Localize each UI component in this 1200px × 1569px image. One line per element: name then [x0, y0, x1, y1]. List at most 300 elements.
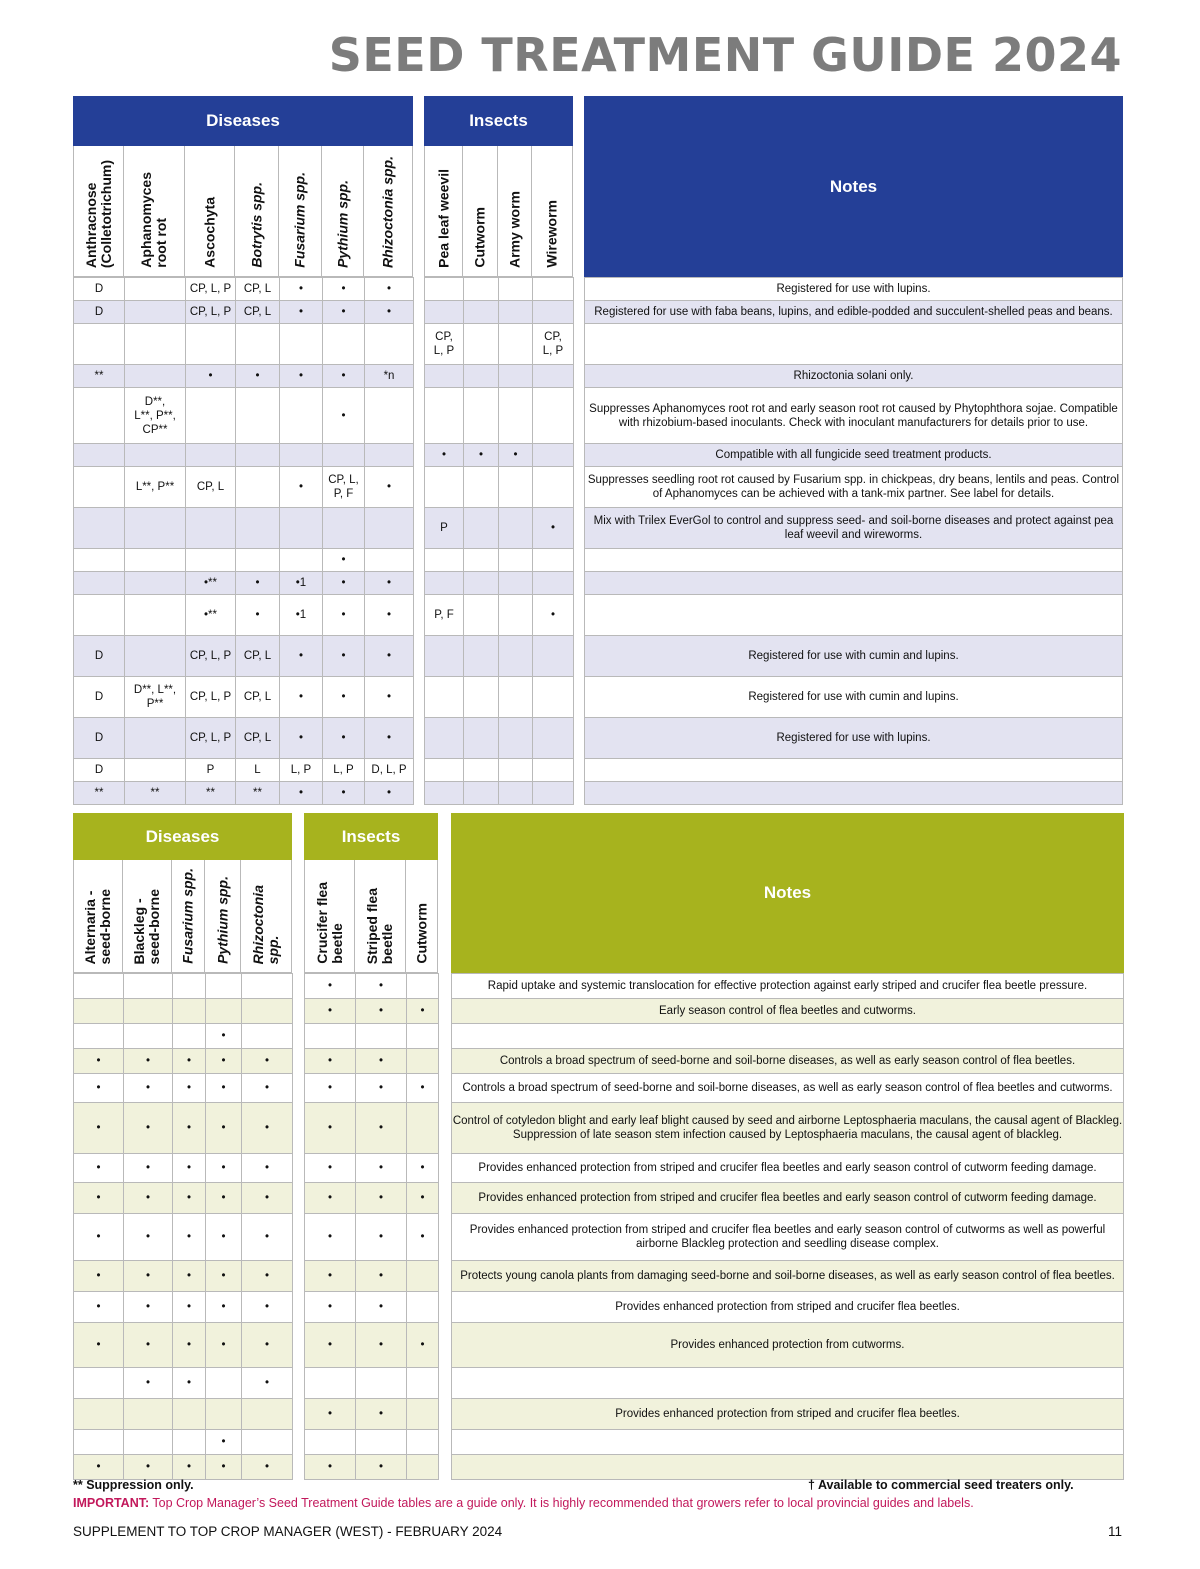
- table-cell: [125, 595, 186, 636]
- table-cell: •: [242, 1074, 293, 1103]
- table-cell: •1: [280, 572, 323, 595]
- table-cell: •: [242, 1183, 293, 1214]
- table-cell: CP, L: [236, 278, 280, 301]
- note-cell: Rapid uptake and systemic translocation for effective protection against early striped and crucifer flea beetle pressure.: [452, 974, 1124, 999]
- table-row: [74, 636, 414, 677]
- table-cell: [533, 759, 574, 782]
- table-cell: [464, 759, 499, 782]
- table-cell: •: [124, 1214, 173, 1261]
- table-row: [74, 1103, 293, 1154]
- table-row: [74, 1074, 293, 1103]
- table-cell: •: [407, 1183, 439, 1214]
- table-cell: D: [74, 278, 125, 301]
- table-row: [585, 718, 1123, 759]
- table-row: [452, 1399, 1124, 1430]
- table-cell: [499, 636, 533, 677]
- table-row: [305, 1399, 439, 1430]
- table-cell: •: [242, 1154, 293, 1183]
- table-cell: [533, 718, 574, 759]
- table-cell: •: [74, 1455, 124, 1480]
- table-cell: •: [74, 1292, 124, 1323]
- table-cell: [280, 444, 323, 467]
- table-row: [585, 636, 1123, 677]
- table-cell: [124, 974, 173, 999]
- table-cell: •: [305, 1399, 356, 1430]
- table-cell: •: [173, 1154, 206, 1183]
- table-cell: •: [173, 1261, 206, 1292]
- table-cell: [125, 572, 186, 595]
- table-cell: CP, L, P: [186, 636, 236, 677]
- note-cell: Suppresses Aphanomyces root rot and early season root rot caused by Phytophthora sojae. Compatible with rhizobium-based inoculants. Check with inoculant manufacturers for details prior to use.: [585, 388, 1123, 444]
- canola-notes-table: [451, 813, 1124, 1480]
- table-cell: •: [407, 1323, 439, 1368]
- table-row: [74, 1049, 293, 1074]
- table-cell: •: [206, 1292, 242, 1323]
- note-cell: Early season control of flea beetles and cutworms.: [452, 999, 1124, 1024]
- note-cell: Control of cotyledon blight and early leaf blight caused by seed and airborne Leptosphaeria maculans, the causal agent of Blackleg. Suppression of late season stem infection caused by Leptosphaeria maculans, the causal agent of blackleg.: [452, 1103, 1124, 1154]
- table-cell: •: [242, 1214, 293, 1261]
- column-label: Pythium spp.: [334, 180, 350, 268]
- table-cell: CP, L, P: [425, 324, 464, 365]
- table-row: [452, 1455, 1124, 1480]
- canola-diseases-table: [73, 813, 292, 1480]
- table-cell: [533, 572, 574, 595]
- table-cell: •: [305, 1214, 356, 1261]
- table-cell: D**, L**, P**, CP**: [125, 388, 186, 444]
- table-cell: •: [323, 595, 365, 636]
- table-cell: •: [356, 1323, 407, 1368]
- table-cell: [236, 508, 280, 549]
- table-cell: [280, 549, 323, 572]
- table-row: [425, 718, 574, 759]
- table-cell: •: [173, 1292, 206, 1323]
- column-header-crucifer-flea-beetle: [304, 860, 355, 973]
- table-cell: [499, 301, 533, 324]
- table-cell: P: [425, 508, 464, 549]
- table-row: [74, 549, 414, 572]
- table-cell: [125, 718, 186, 759]
- table-row: [305, 999, 439, 1024]
- table-cell: [206, 1368, 242, 1399]
- table-cell: •: [236, 365, 280, 388]
- table-cell: [186, 549, 236, 572]
- table-cell: [425, 636, 464, 677]
- table-cell: •: [173, 1074, 206, 1103]
- table-row: [585, 278, 1123, 301]
- table-cell: **: [186, 782, 236, 805]
- table-cell: [124, 1430, 173, 1455]
- table-cell: [242, 1430, 293, 1455]
- column-label: Army worm: [506, 190, 522, 268]
- table-cell: [236, 444, 280, 467]
- table-row: [74, 388, 414, 444]
- table-cell: D: [74, 677, 125, 718]
- table-cell: CP, L, P: [186, 718, 236, 759]
- table-row: [74, 999, 293, 1024]
- table-cell: [242, 974, 293, 999]
- table-cell: [305, 1368, 356, 1399]
- table-cell: [173, 1024, 206, 1049]
- table-cell: •: [206, 1183, 242, 1214]
- table-cell: [206, 1399, 242, 1430]
- table-cell: [533, 782, 574, 805]
- table-cell: **: [236, 782, 280, 805]
- table-cell: •: [464, 444, 499, 467]
- table-cell: •: [280, 301, 323, 324]
- table-cell: [280, 388, 323, 444]
- table-cell: [425, 549, 464, 572]
- table-cell: [533, 549, 574, 572]
- table-cell: [74, 595, 125, 636]
- note-cell: [585, 759, 1123, 782]
- table-cell: •: [242, 1323, 293, 1368]
- column-label: Fusarium spp.: [179, 868, 196, 964]
- note-cell: [452, 1024, 1124, 1049]
- table-cell: •: [74, 1154, 124, 1183]
- column-header-rhizoctonia-spp: [364, 146, 413, 277]
- table-cell: •: [124, 1183, 173, 1214]
- table-cell: [499, 677, 533, 718]
- note-cell: Registered for use with faba beans, lupins, and edible-podded and succulent-shelled peas and beans.: [585, 301, 1123, 324]
- note-cell: Registered for use with cumin and lupins.: [585, 677, 1123, 718]
- column-label: Pythium spp.: [214, 876, 230, 964]
- table-cell: [280, 508, 323, 549]
- pulse-notes-header: Notes: [584, 96, 1123, 277]
- table-cell: •: [280, 718, 323, 759]
- table-cell: •: [186, 365, 236, 388]
- table-cell: [242, 1024, 293, 1049]
- note-cell: Suppresses seedling root rot caused by Fusarium spp. in chickpeas, dry beans, lentils and peas. Control of Aphanomyces can be achieved with a tank-mix partner. See label for details.: [585, 467, 1123, 508]
- column-label: Fusarium spp.: [291, 172, 308, 268]
- note-cell: [585, 595, 1123, 636]
- page-title: SEED TREATMENT GUIDE 2024: [328, 28, 1122, 82]
- column-label: Rhizoctonia spp.: [250, 884, 281, 964]
- table-cell: •: [74, 1183, 124, 1214]
- column-label: Botrytis spp.: [248, 182, 264, 268]
- table-cell: [74, 1430, 124, 1455]
- table-row: [74, 1399, 293, 1430]
- table-cell: •: [124, 1292, 173, 1323]
- table-row: [585, 388, 1123, 444]
- table-row: [74, 444, 414, 467]
- table-row: [452, 974, 1124, 999]
- note-cell: [585, 324, 1123, 365]
- table-cell: •: [365, 677, 414, 718]
- table-cell: [365, 444, 414, 467]
- table-cell: D: [74, 301, 125, 324]
- table-row: [305, 1183, 439, 1214]
- note-cell: Provides enhanced protection from striped and crucifer flea beetles and early season control of cutworm feeding damage.: [452, 1154, 1124, 1183]
- column-label: Blackleg - seed-borne: [131, 888, 162, 964]
- table-cell: •: [173, 1183, 206, 1214]
- table-cell: •: [356, 999, 407, 1024]
- table-row: [425, 782, 574, 805]
- table-cell: [74, 444, 125, 467]
- table-cell: [407, 974, 439, 999]
- table-row: [305, 1368, 439, 1399]
- table-cell: D: [74, 759, 125, 782]
- table-row: [452, 1183, 1124, 1214]
- table-cell: [236, 467, 280, 508]
- column-header-blackleg-seed-borne: [123, 860, 172, 973]
- table-cell: [425, 572, 464, 595]
- table-cell: L: [236, 759, 280, 782]
- note-cell: Registered for use with lupins.: [585, 718, 1123, 759]
- table-cell: •: [323, 677, 365, 718]
- column-header-cutworm: [463, 146, 498, 277]
- table-row: [74, 595, 414, 636]
- table-cell: [125, 301, 186, 324]
- table-row: [452, 1103, 1124, 1154]
- table-row: [585, 782, 1123, 805]
- canola-insects-table: [304, 813, 438, 1480]
- table-cell: •: [74, 1214, 124, 1261]
- table-cell: [173, 974, 206, 999]
- table-cell: •: [280, 365, 323, 388]
- table-cell: •: [173, 1455, 206, 1480]
- table-cell: [499, 549, 533, 572]
- column-header-pythium-spp: [205, 860, 241, 973]
- note-cell: Provides enhanced protection from striped and crucifer flea beetles and early season control of cutworms as well as powerful airborne Blackleg protection and seedling disease complex.: [452, 1214, 1124, 1261]
- table-cell: [74, 572, 125, 595]
- table-row: [452, 1049, 1124, 1074]
- table-cell: •: [323, 278, 365, 301]
- table-cell: •: [206, 1430, 242, 1455]
- table-cell: •: [356, 974, 407, 999]
- note-cell: Compatible with all fungicide seed treatment products.: [585, 444, 1123, 467]
- table-cell: [464, 595, 499, 636]
- table-cell: [125, 636, 186, 677]
- table-cell: [499, 388, 533, 444]
- table-cell: •: [533, 508, 574, 549]
- table-row: [585, 324, 1123, 365]
- table-cell: [464, 572, 499, 595]
- table-cell: D**, L**, P**: [125, 677, 186, 718]
- table-cell: •: [305, 1183, 356, 1214]
- table-cell: D: [74, 636, 125, 677]
- table-row: [452, 1430, 1124, 1455]
- table-cell: •: [206, 1103, 242, 1154]
- table-cell: [407, 1024, 439, 1049]
- table-cell: D: [74, 718, 125, 759]
- table-cell: [125, 365, 186, 388]
- table-cell: •: [242, 1455, 293, 1480]
- table-cell: •: [323, 365, 365, 388]
- table-row: [74, 677, 414, 718]
- table-cell: [464, 388, 499, 444]
- footnote-commercial-treaters: † Available to commercial seed treaters only.: [808, 1478, 1074, 1492]
- table-cell: •: [356, 1074, 407, 1103]
- table-cell: [533, 301, 574, 324]
- table-cell: [425, 677, 464, 718]
- table-cell: •: [74, 1049, 124, 1074]
- table-cell: [365, 324, 414, 365]
- table-cell: **: [125, 782, 186, 805]
- table-cell: •: [425, 444, 464, 467]
- table-cell: •: [242, 1368, 293, 1399]
- table-row: [425, 595, 574, 636]
- table-cell: [323, 508, 365, 549]
- table-cell: •: [323, 301, 365, 324]
- table-cell: •: [206, 1049, 242, 1074]
- table-cell: •: [305, 974, 356, 999]
- column-header-anthracnose-colletotrichum: [73, 146, 124, 277]
- table-cell: •: [206, 1323, 242, 1368]
- table-cell: [74, 467, 125, 508]
- note-cell: Controls a broad spectrum of seed-borne and soil-borne diseases, as well as early season control of flea beetles and cutworms.: [452, 1074, 1124, 1103]
- table-cell: [425, 388, 464, 444]
- column-header-aphanomyces-root-rot: [124, 146, 185, 277]
- note-cell: [452, 1455, 1124, 1480]
- note-cell: [585, 572, 1123, 595]
- table-cell: [125, 759, 186, 782]
- table-cell: [125, 444, 186, 467]
- table-cell: [124, 1399, 173, 1430]
- table-row: [452, 1323, 1124, 1368]
- table-cell: •: [407, 999, 439, 1024]
- table-cell: [173, 1399, 206, 1430]
- table-cell: [499, 467, 533, 508]
- table-cell: D, L, P: [365, 759, 414, 782]
- table-cell: [74, 508, 125, 549]
- table-cell: [186, 324, 236, 365]
- table-row: [74, 1261, 293, 1292]
- table-cell: •: [124, 1261, 173, 1292]
- table-cell: [407, 1103, 439, 1154]
- table-cell: •: [365, 467, 414, 508]
- table-row: [74, 324, 414, 365]
- table-cell: •: [365, 782, 414, 805]
- column-header-wireworm: [532, 146, 573, 277]
- table-cell: [74, 549, 125, 572]
- table-cell: CP, L, P: [533, 324, 574, 365]
- table-cell: [464, 782, 499, 805]
- column-label: Anthracnose (Colletotrichum): [82, 159, 114, 268]
- table-cell: [499, 324, 533, 365]
- table-cell: CP, L: [236, 636, 280, 677]
- table-row: [305, 1024, 439, 1049]
- table-cell: [74, 1024, 124, 1049]
- table-row: [305, 1103, 439, 1154]
- note-cell: [585, 782, 1123, 805]
- table-cell: •: [323, 636, 365, 677]
- table-cell: [186, 508, 236, 549]
- table-row: [74, 508, 414, 549]
- table-row: [452, 999, 1124, 1024]
- table-row: [452, 1292, 1124, 1323]
- table-cell: [464, 718, 499, 759]
- table-row: [425, 444, 574, 467]
- note-cell: Provides enhanced protection from striped and crucifer flea beetles and early season control of cutworm feeding damage.: [452, 1183, 1124, 1214]
- table-row: [425, 572, 574, 595]
- canola-insects-header: Insects: [304, 813, 438, 860]
- table-cell: •: [206, 1261, 242, 1292]
- table-cell: [242, 999, 293, 1024]
- table-cell: P: [186, 759, 236, 782]
- table-cell: •: [280, 782, 323, 805]
- table-cell: •: [242, 1292, 293, 1323]
- note-cell: Provides enhanced protection from cutworms.: [452, 1323, 1124, 1368]
- table-cell: [464, 278, 499, 301]
- pulse-insects-table: [424, 96, 573, 805]
- table-cell: [407, 1292, 439, 1323]
- table-cell: [533, 444, 574, 467]
- table-cell: [499, 572, 533, 595]
- note-cell: Protects young canola plants from damaging seed-borne and soil-borne diseases, as well as early season control of flea beetles.: [452, 1261, 1124, 1292]
- table-cell: [464, 467, 499, 508]
- table-cell: [499, 508, 533, 549]
- table-cell: [464, 508, 499, 549]
- canola-diseases-header: Diseases: [73, 813, 292, 860]
- table-row: [425, 508, 574, 549]
- table-row: [74, 1455, 293, 1480]
- table-cell: •: [407, 1074, 439, 1103]
- table-row: [74, 467, 414, 508]
- table-cell: [533, 388, 574, 444]
- column-header-fusarium-spp: [279, 146, 322, 277]
- table-cell: •: [74, 1074, 124, 1103]
- table-cell: •**: [186, 572, 236, 595]
- table-cell: [533, 467, 574, 508]
- table-row: [74, 782, 414, 805]
- table-cell: •: [499, 444, 533, 467]
- table-cell: [407, 1455, 439, 1480]
- table-cell: [186, 388, 236, 444]
- note-cell: [452, 1430, 1124, 1455]
- table-cell: [74, 1399, 124, 1430]
- table-cell: •: [124, 1455, 173, 1480]
- table-cell: •: [124, 1049, 173, 1074]
- table-cell: [74, 999, 124, 1024]
- table-cell: •: [407, 1154, 439, 1183]
- table-cell: [407, 1368, 439, 1399]
- table-row: [585, 677, 1123, 718]
- table-row: [425, 278, 574, 301]
- table-cell: [425, 467, 464, 508]
- pulse-diseases-table: [73, 96, 413, 805]
- table-row: [452, 1368, 1124, 1399]
- table-cell: [499, 718, 533, 759]
- table-cell: [407, 1261, 439, 1292]
- table-cell: [464, 677, 499, 718]
- table-cell: *n: [365, 365, 414, 388]
- table-cell: •1: [280, 595, 323, 636]
- footnote-important: [73, 1496, 974, 1510]
- table-cell: •: [305, 1292, 356, 1323]
- table-cell: [365, 388, 414, 444]
- table-row: [425, 388, 574, 444]
- column-header-ascochyta: [185, 146, 235, 277]
- table-row: [585, 595, 1123, 636]
- table-row: [425, 759, 574, 782]
- table-cell: [305, 1430, 356, 1455]
- table-cell: •: [124, 1154, 173, 1183]
- table-row: [585, 759, 1123, 782]
- table-cell: •: [356, 1154, 407, 1183]
- table-row: [425, 365, 574, 388]
- column-header-botrytis-spp: [235, 146, 279, 277]
- table-cell: [323, 324, 365, 365]
- table-cell: [74, 1368, 124, 1399]
- table-cell: •: [305, 1261, 356, 1292]
- table-row: [305, 1049, 439, 1074]
- table-row: [585, 365, 1123, 388]
- table-cell: •: [124, 1323, 173, 1368]
- table-cell: [464, 636, 499, 677]
- note-cell: Provides enhanced protection from striped and crucifer flea beetles.: [452, 1399, 1124, 1430]
- table-cell: •: [356, 1261, 407, 1292]
- table-cell: [425, 301, 464, 324]
